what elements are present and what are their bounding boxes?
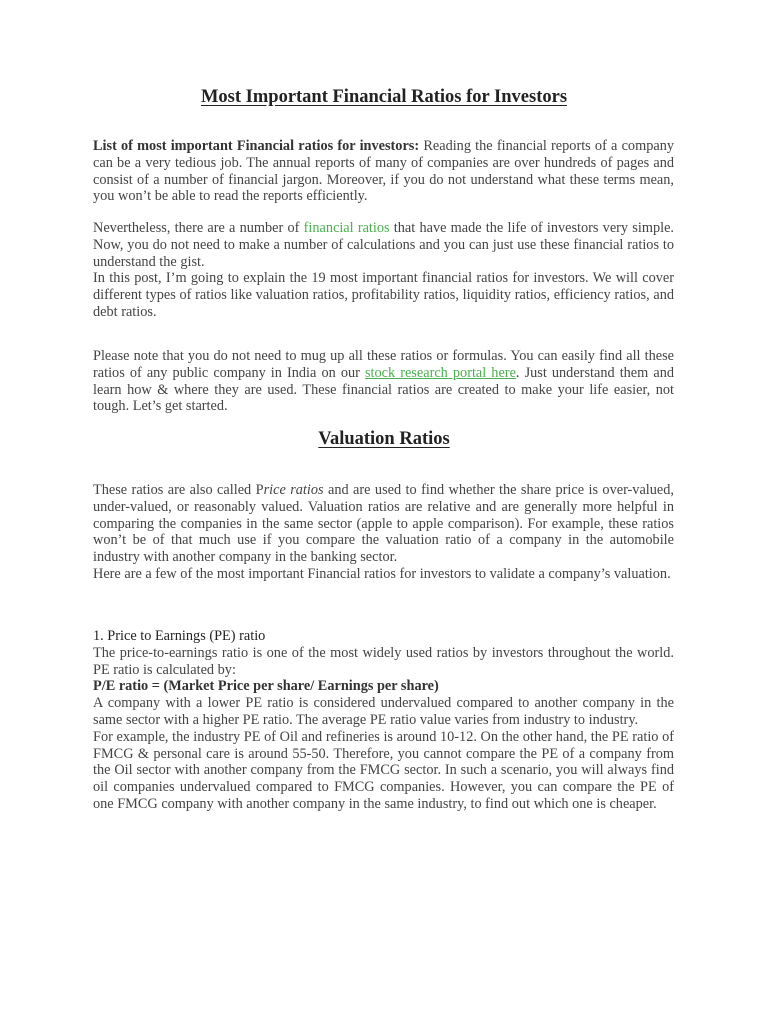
intro-paragraph — [93, 138, 674, 205]
valuation-text-before: These ratios are also called P — [93, 482, 264, 498]
post-overview-paragraph: In this post, I’m going to explain the 19 most important financial ratios for investors. We will cover different types of ratios like valuation ratios, profitability ratios, liquidity ratios, efficiency ratios, and debt ratios. — [93, 270, 674, 320]
price-ratios-term: rice ratios — [263, 482, 324, 498]
stock-research-portal-link[interactable]: stock research portal here — [364, 364, 516, 381]
page-title: Most Important Financial Ratios for Investors — [200, 87, 568, 107]
pe-heading: 1. Price to Earnings (PE) ratio — [93, 628, 266, 644]
note-text-before: Please note that you do not need to mug up all these ratios or formulas. You can easily find all these ratios of any public company in India on our — [93, 348, 674, 381]
pe-intro: The price-to-earnings ratio is one of the most widely used ratios by investors throughout the world. PE ratio is calculated by: — [93, 644, 674, 678]
intro-lead: List of most important Financial ratios for investors: — [93, 138, 420, 154]
section-heading-valuation: Valuation Ratios — [318, 429, 450, 449]
note-paragraph — [93, 348, 674, 415]
ratios-text-after: that have made the life of investors very simple. Now, you do not need to make a number of calculations and you can just use these financial ratios to understand the gist. — [93, 220, 674, 270]
note-text-after: . Just understand them and learn how & where they are used. These financial ratios are created to make your life easier, not tough. Let’s get started. — [93, 364, 674, 415]
financial-ratios-link[interactable]: financial ratios — [303, 220, 390, 236]
intro-text: Reading the financial reports of a company can be a very tedious job. The annual reports of many of companies are over hundreds of pages and consist of a number of financial jargon. Moreover, if you do not understand what these terms mean, you won’t be able to read the reports efficiently. — [93, 138, 674, 205]
valuation-summary: Here are a few of the most important Financial ratios for investors to validate a company’s valuation. — [93, 565, 671, 582]
pe-section — [93, 628, 674, 813]
pe-formula: P/E ratio = (Market Price per share/ Earnings per share) — [93, 678, 439, 695]
pe-example: For example, the industry PE of Oil and refineries is around 10-12. On the other hand, the PE ratio of FMCG & personal care is around 55-50. Therefore, you cannot compare the PE of a company from the Oil sector with another company from the FMCG sector. In such a scenario, you will always find oil companies undervalued compared to FMCG companies. However, you can compare the PE of one FMCG company with another company in the same industry, to find out which one is cheaper. — [93, 728, 674, 812]
valuation-paragraph — [93, 482, 674, 583]
pe-explanation: A company with a lower PE ratio is considered undervalued compared to another company in the same sector with a higher PE ratio. The average PE ratio value varies from industry to industry. — [93, 695, 674, 728]
ratios-paragraph — [93, 220, 674, 321]
valuation-text-after: and are used to find whether the share price is over-valued, under-valued, or reasonably valued. Valuation ratios are relative and are generally more helpful in comparing the companies in the same sector (apple to apple comparison). For example, these ratios won’t be of that much use if you compare the valuation ratio of a company in the automobile industry with another company in the banking sector. — [93, 482, 674, 566]
ratios-text-before: Nevertheless, there are a number of — [93, 220, 304, 236]
